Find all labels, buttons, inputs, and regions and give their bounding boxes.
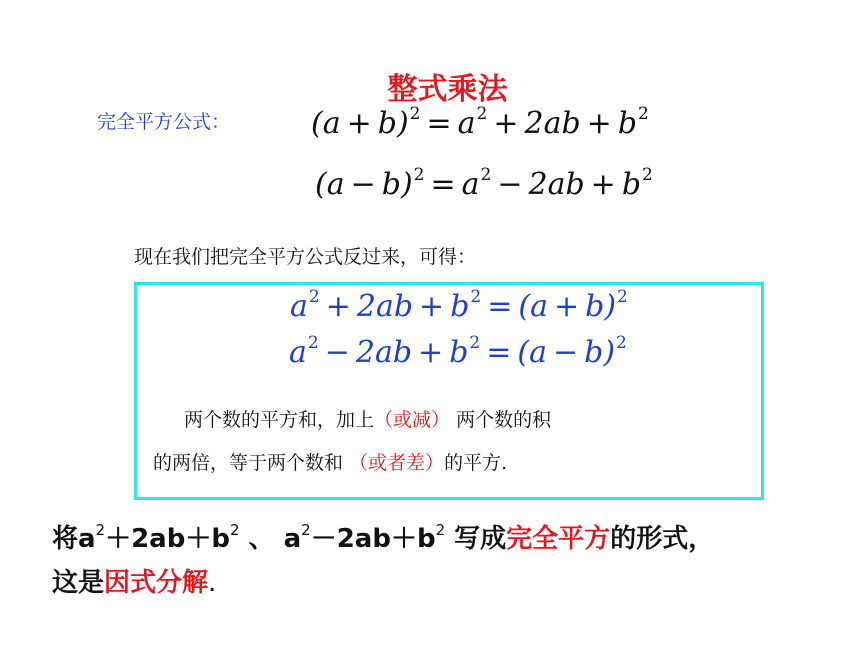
- conclusion-line-1: 将$a^2+2ab+b^2$ 、 $a^2-2ab+b^2$ 写成完全平方的形式，: [52, 521, 715, 554]
- description-line-1: 两个数的平方和，加上（或减） 两个数的积: [184, 409, 552, 431]
- formula-label: 完全平方公式：: [97, 111, 231, 133]
- formula-square-of-difference: $(a - b)^2 = a^2 - 2ab + b^2$: [315, 164, 653, 202]
- description-line-2: 的两倍，等于两个数和 （或者差）的平方.: [153, 452, 508, 474]
- intro-text: 现在我们把完全平方公式反过来，可得：: [134, 246, 477, 268]
- formula-square-of-sum: $(a + b)^2 = a^2 + 2ab + b^2$: [311, 103, 649, 141]
- reversed-formula-sum: $a^2 + 2ab + b^2 = (a + b)^2$: [290, 286, 628, 324]
- reversed-formula-difference: $a^2 - 2ab + b^2 = (a - b)^2$: [289, 332, 627, 370]
- page-title: 整式乘法: [387, 72, 508, 107]
- conclusion-line-2: 这是因式分解.: [52, 568, 217, 598]
